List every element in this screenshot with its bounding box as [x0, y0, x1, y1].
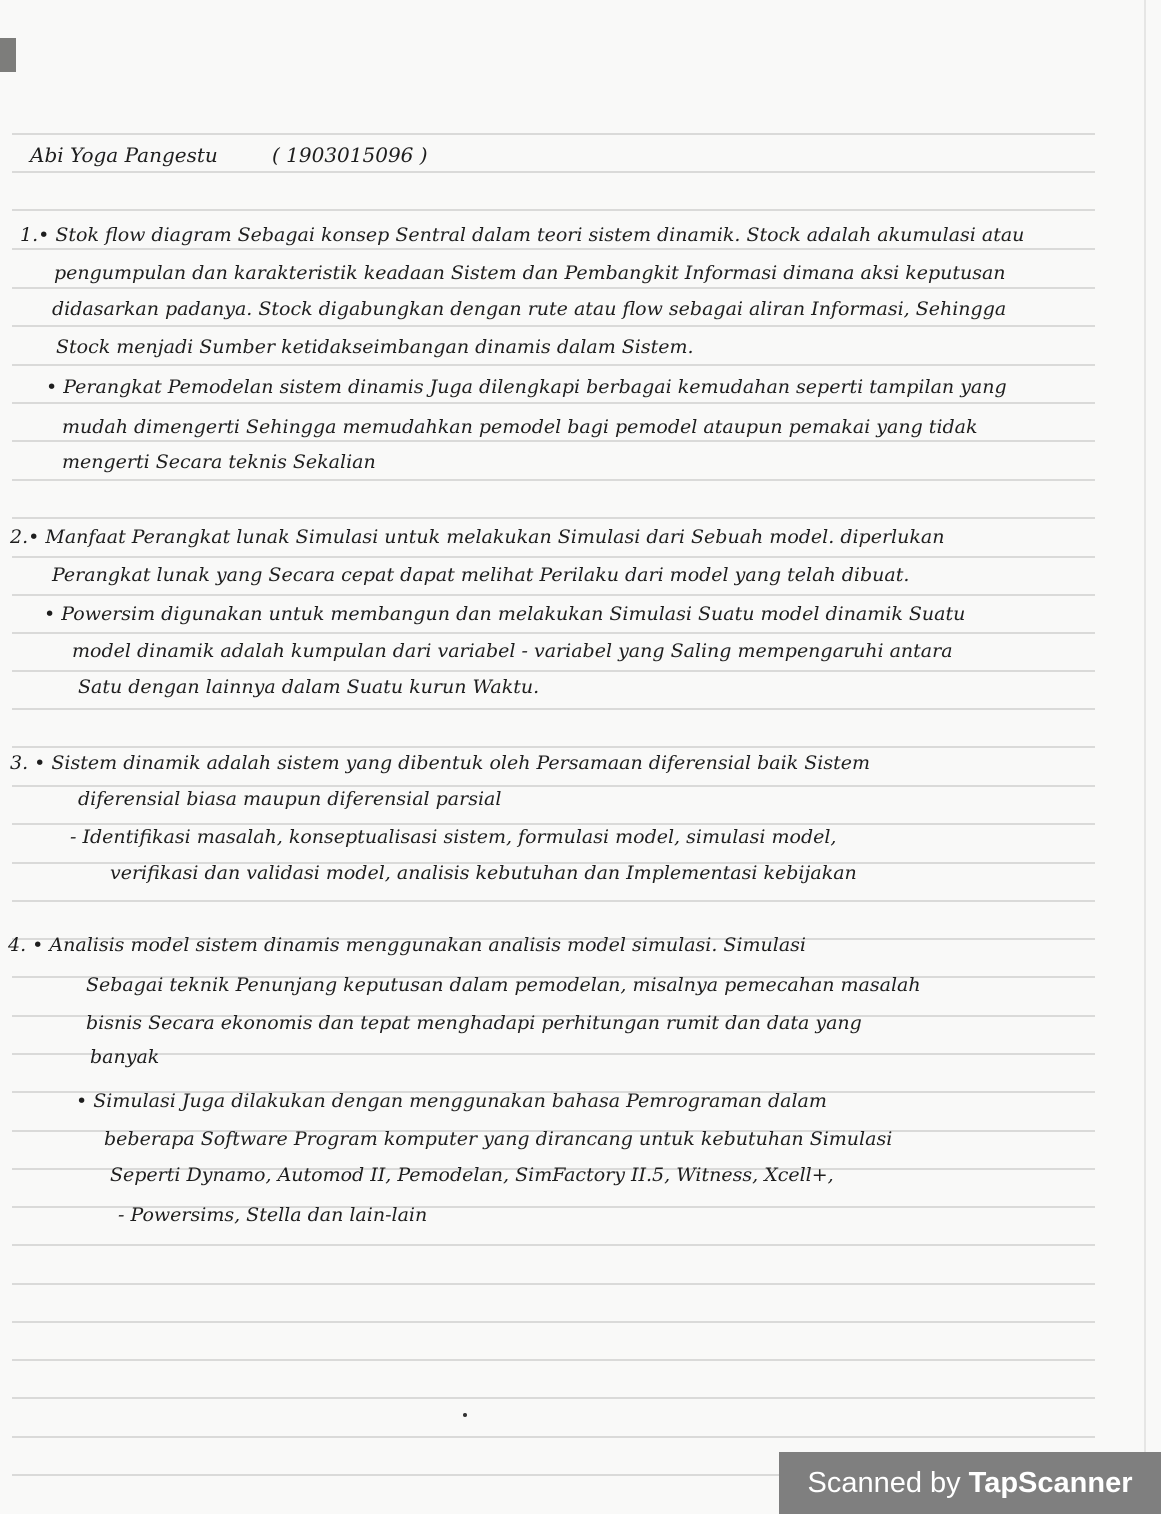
text-line: verifikasi dan validasi model, analisis kebutuhan dan Implementasi kebijakan: [110, 862, 857, 884]
scan-edge-shadow: [0, 38, 16, 72]
text-line: Seperti Dynamo, Automod II, Pemodelan, SimFactory II.5, Witness, Xcell+,: [110, 1164, 834, 1186]
text-line: • Perangkat Pemodelan sistem dinamis Juga dilengkapi berbagai kemudahan seperti tampilan yang: [46, 376, 1007, 398]
text-line: 3. • Sistem dinamik adalah sistem yang dibentuk oleh Persamaan diferensial baik Sistem: [10, 752, 870, 774]
ink-dot: [463, 1413, 467, 1417]
text-line: 4. • Analisis model sistem dinamis menggunakan analisis model simulasi. Simulasi: [8, 934, 806, 956]
text-line: 2.• Manfaat Perangkat lunak Simulasi untuk melakukan Simulasi dari Sebuah model. diperlukan: [10, 526, 945, 548]
text-line: Sebagai teknik Penunjang keputusan dalam pemodelan, misalnya pemecahan masalah: [86, 974, 921, 996]
text-line: Satu dengan lainnya dalam Suatu kurun Waktu.: [78, 676, 540, 698]
scanner-watermark: [779, 1452, 1161, 1514]
text-line: - Powersims, Stella dan lain-lain: [118, 1204, 428, 1226]
text-line: - Identifikasi masalah, konseptualisasi sistem, formulasi model, simulasi model,: [70, 826, 837, 848]
text-line: Perangkat lunak yang Secara cepat dapat melihat Perilaku dari model yang telah dibuat.: [52, 564, 910, 586]
student-name: Abi Yoga Pangestu: [30, 143, 218, 167]
watermark-brand: TapScanner: [968, 1466, 1133, 1499]
text-line: mengerti Secara teknis Sekalian: [62, 451, 376, 473]
text-line: Stock menjadi Sumber ketidakseimbangan dinamis dalam Sistem.: [56, 336, 694, 358]
watermark-prefix: Scanned by: [807, 1466, 961, 1499]
text-line: model dinamik adalah kumpulan dari variabel - variabel yang Saling mempengaruhi antara: [72, 640, 953, 662]
text-line: pengumpulan dan karakteristik keadaan Sistem dan Pembangkit Informasi dimana aksi keputusan: [54, 262, 1006, 284]
text-line: banyak: [90, 1046, 160, 1068]
text-line: mudah dimengerti Sehingga memudahkan pemodel bagi pemodel ataupun pemakai yang tidak: [62, 416, 978, 438]
text-line: 1.• Stok flow diagram Sebagai konsep Sentral dalam teori sistem dinamik. Stock adalah akumulasi atau: [20, 224, 1025, 246]
text-line: bisnis Secara ekonomis dan tepat menghadapi perhitungan rumit dan data yang: [86, 1012, 862, 1034]
text-line: diferensial biasa maupun diferensial parsial: [78, 788, 502, 810]
text-line: • Simulasi Juga dilakukan dengan menggunakan bahasa Pemrograman dalam: [76, 1090, 827, 1112]
text-line: didasarkan padanya. Stock digabungkan dengan rute atau flow sebagai aliran Informasi, Sehingga: [52, 298, 1007, 320]
text-line: • Powersim digunakan untuk membangun dan melakukan Simulasi Suatu model dinamik Suatu: [44, 603, 966, 625]
text-line: beberapa Software Program komputer yang dirancang untuk kebutuhan Simulasi: [104, 1128, 893, 1150]
student-id: ( 1903015096 ): [272, 143, 428, 167]
